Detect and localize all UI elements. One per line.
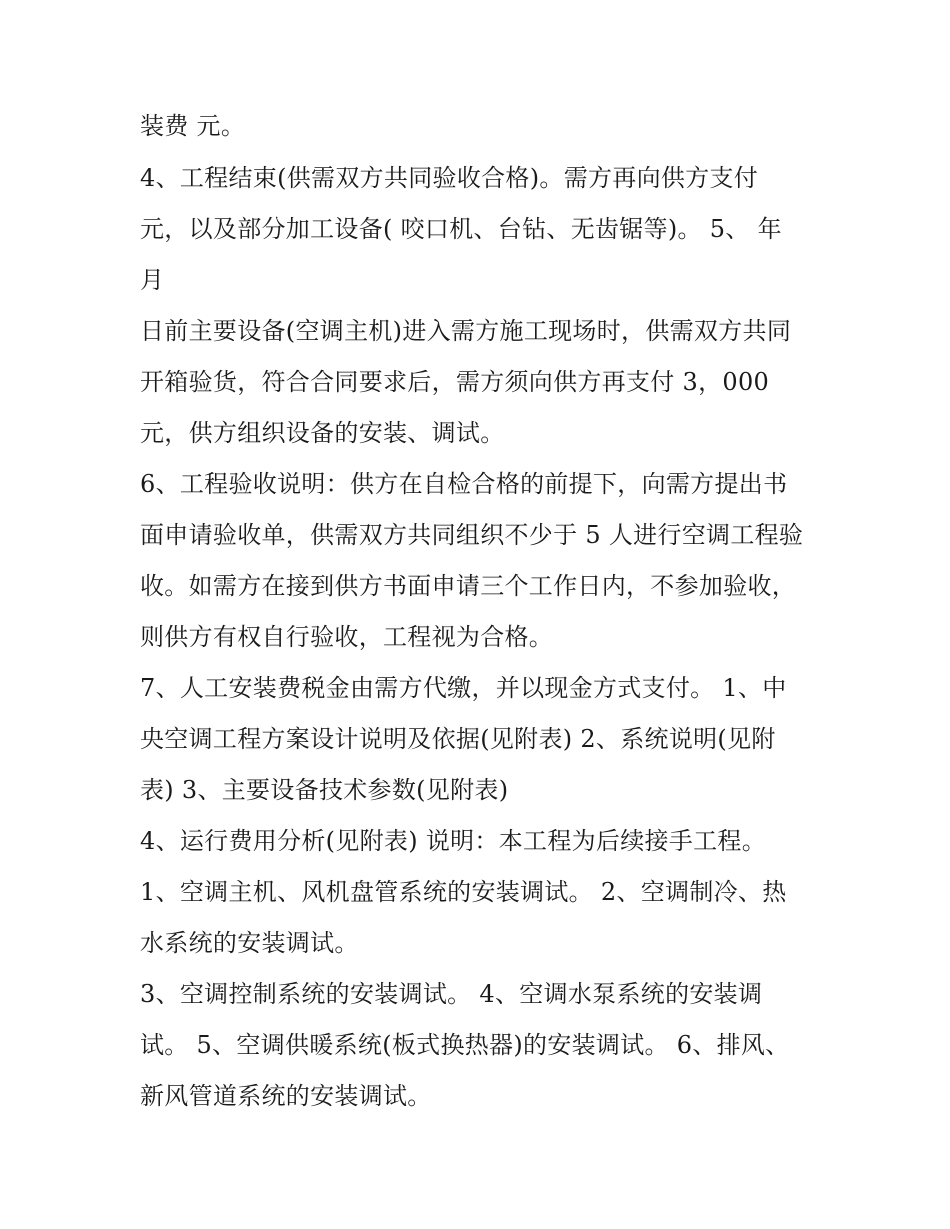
text-line: 元，以及部分加工设备( 咬口机、台钻、无齿锯等)。 5、 年 [140, 215, 782, 243]
text-line: 则供方有权自行验收，工程视为合格。 [140, 623, 554, 651]
text-line: 4、工程结束(供需双方共同验收合格)。需方再向供方支付 [140, 164, 759, 192]
text-line: 装费 元。 [140, 112, 246, 140]
text-line: 表) 3、主要设备技术参数(见附表) [140, 776, 509, 804]
text-line: 日前主要设备(空调主机)进入需方施工现场时，供需双方共同 [140, 317, 792, 345]
text-line: 水系统的安装调试。 [140, 929, 359, 957]
text-line: 7、人工安装费税金由需方代缴，并以现金方式支付。 1、中 [140, 674, 787, 702]
text-line: 央空调工程方案设计说明及依据(见附表) 2、系统说明(见附 [140, 725, 776, 753]
text-line: 新风管道系统的安装调试。 [140, 1082, 432, 1110]
text-line: 元，供方组织设备的安装、调试。 [140, 419, 505, 447]
text-line: 6、工程验收说明：供方在自检合格的前提下，向需方提出书 [140, 470, 788, 498]
text-line: 开箱验货，符合合同要求后，需方须向供方再支付 3，000 [140, 368, 770, 396]
text-line: 面申请验收单，供需双方共同组织不少于 5 人进行空调工程验 [140, 521, 804, 549]
text-line: 月 [140, 266, 165, 294]
text-line: 4、运行费用分析(见附表) 说明：本工程为后续接手工程。 [140, 827, 767, 855]
text-line: 试。 5、空调供暖系统(板式换热器)的安装调试。 6、排风、 [140, 1031, 790, 1059]
text-line: 3、空调控制系统的安装调试。 4、空调水泵系统的安装调 [140, 980, 763, 1008]
text-line: 1、空调主机、风机盘管系统的安装调试。 2、空调制冷、热 [140, 878, 787, 906]
text-line: 收。如需方在接到供方书面申请三个工作日内，不参加验收， [140, 572, 797, 600]
